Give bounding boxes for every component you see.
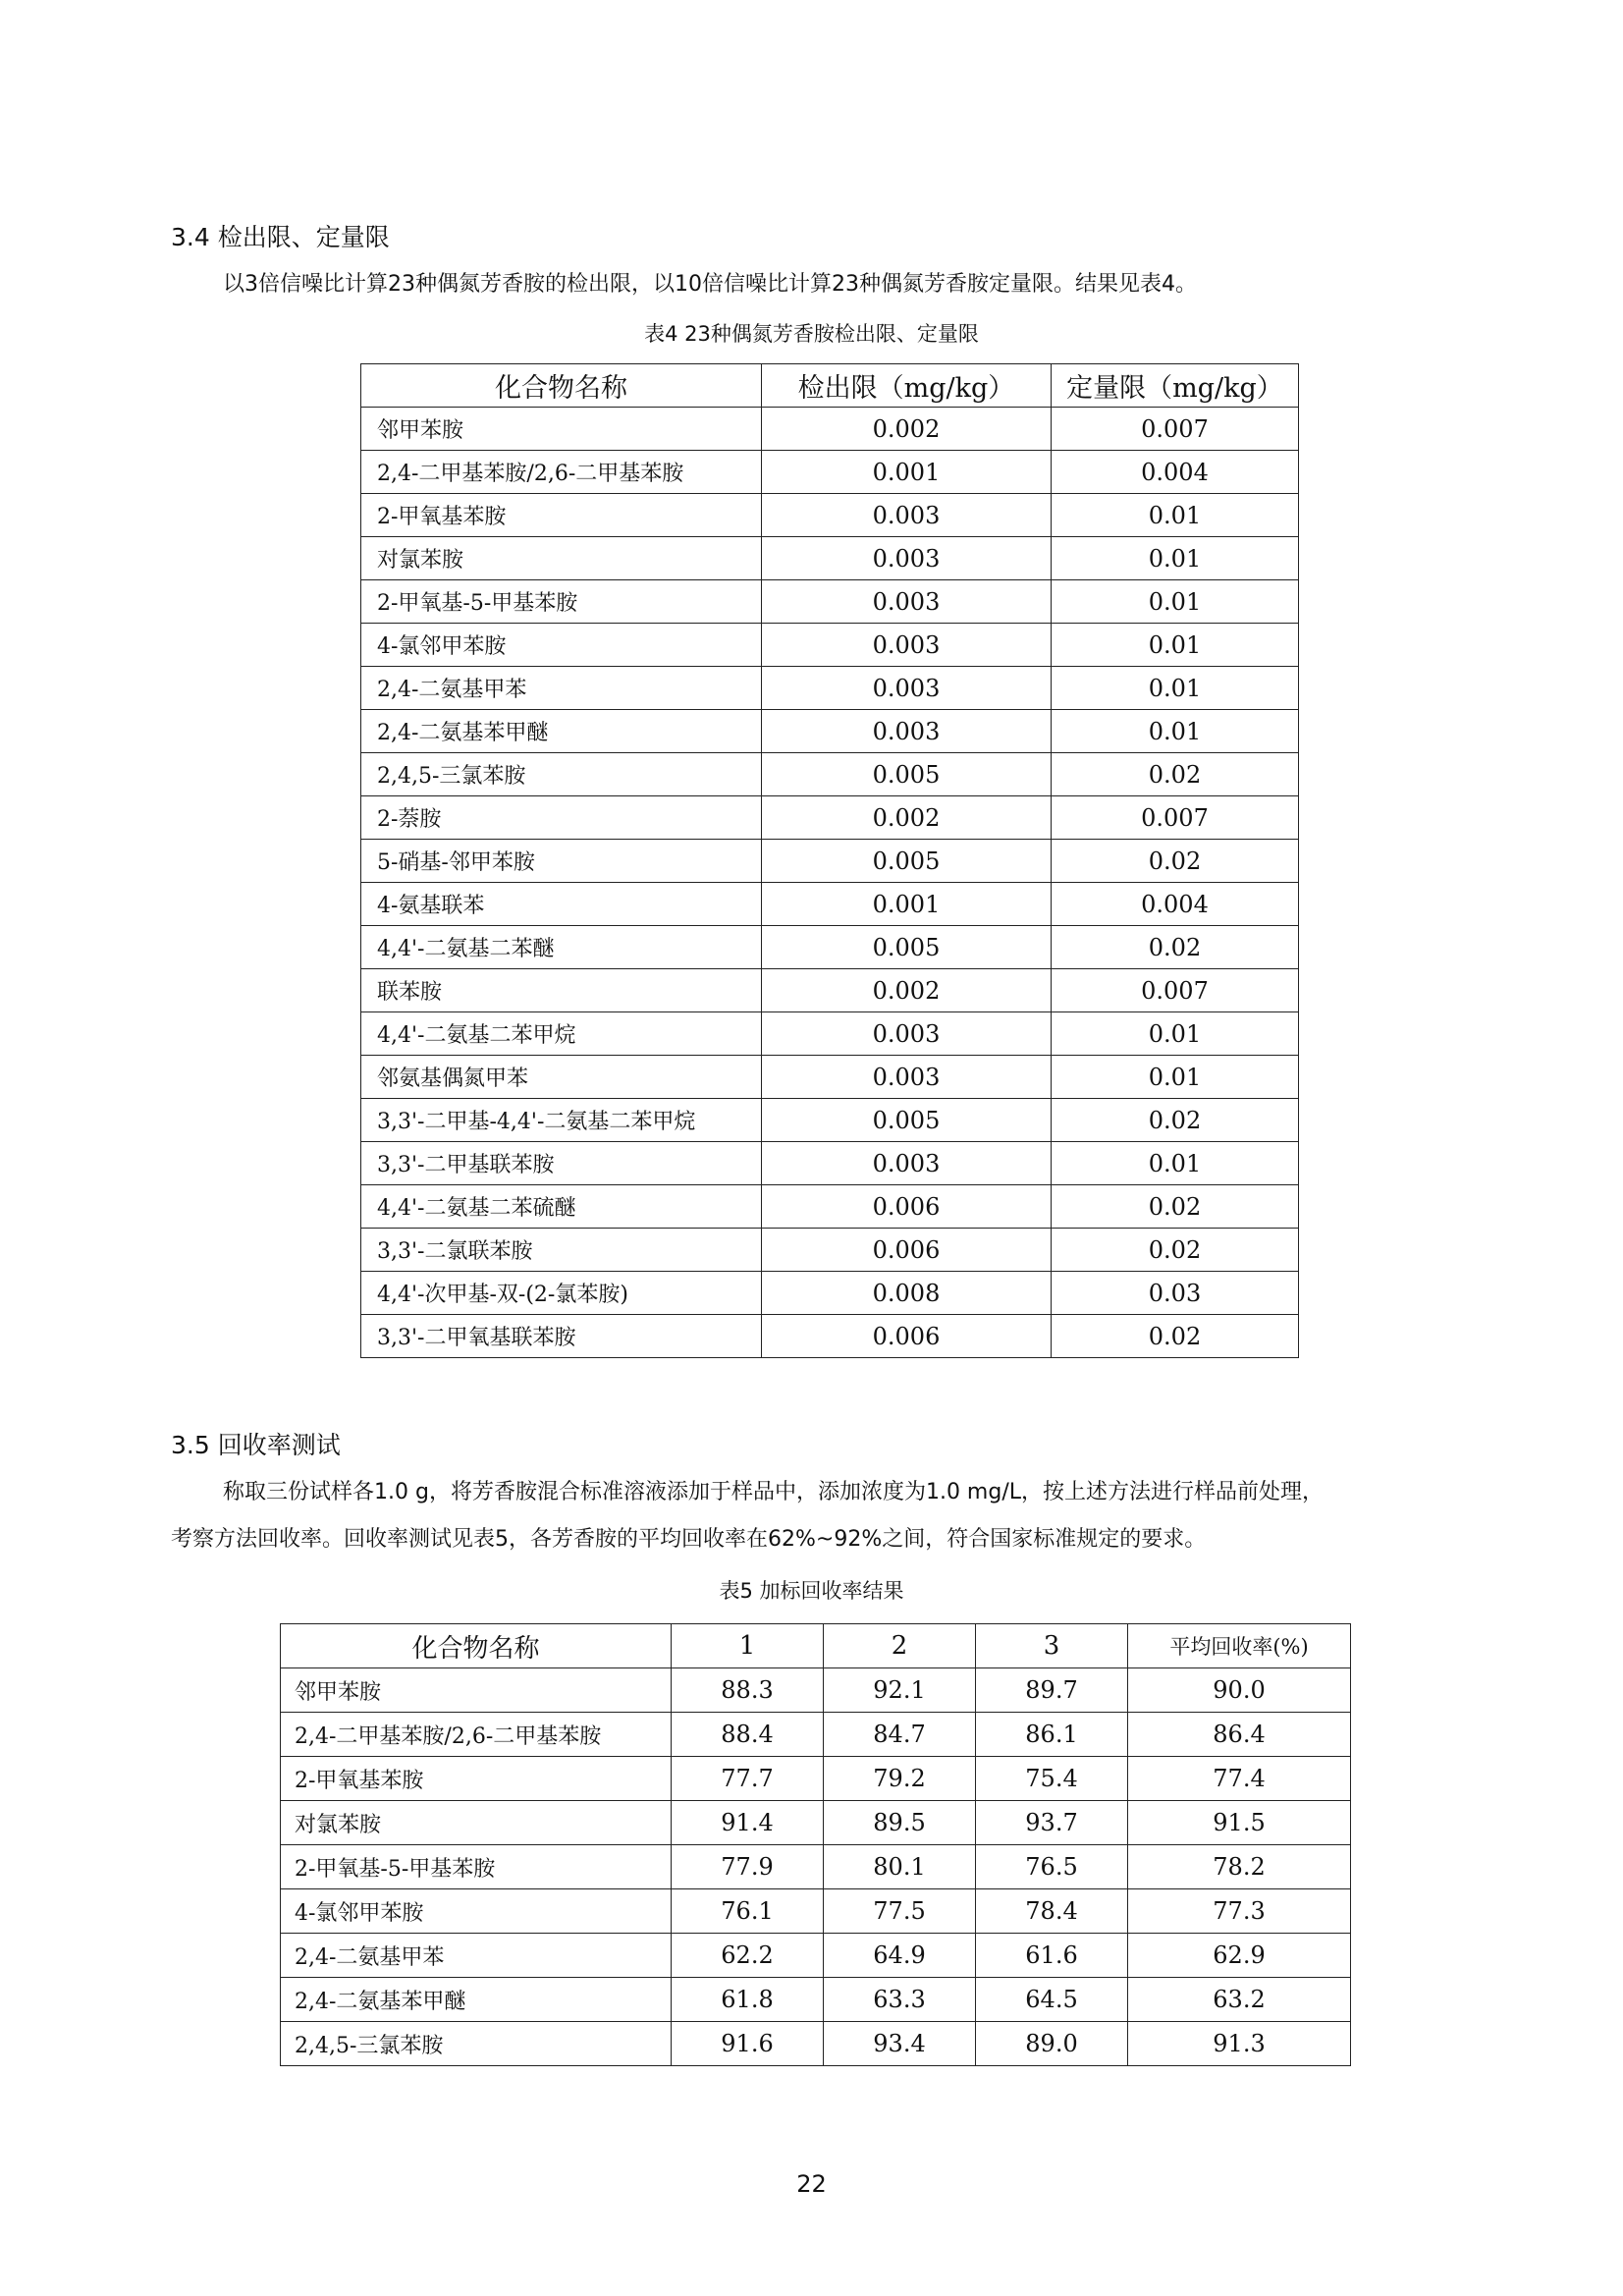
column-header: 定量限（mg/kg） (1052, 364, 1299, 408)
value-cell: 0.003 (762, 1012, 1052, 1056)
value-cell: 0.01 (1052, 494, 1299, 537)
compound-name-cell: 2,4,5-三氯苯胺 (361, 753, 762, 796)
value-cell: 63.2 (1128, 1978, 1351, 2022)
table-4-detection-limits (360, 363, 1299, 1358)
table-row (361, 926, 1299, 969)
value-cell: 0.005 (762, 926, 1052, 969)
value-cell: 93.7 (976, 1801, 1128, 1845)
compound-name-cell: 5-硝基-邻甲苯胺 (361, 840, 762, 883)
compound-name-cell: 4-氯邻甲苯胺 (281, 1889, 672, 1934)
table-row (361, 1315, 1299, 1358)
section-heading-3-5: 3.5 回收率测试 (171, 1431, 341, 1459)
value-cell: 0.004 (1052, 451, 1299, 494)
value-cell: 77.7 (672, 1757, 824, 1801)
compound-name-cell: 邻甲苯胺 (281, 1668, 672, 1713)
table-row (281, 1978, 1351, 2022)
compound-name-cell: 2,4-二甲基苯胺/2,6-二甲基苯胺 (281, 1713, 672, 1757)
column-header: 1 (672, 1624, 824, 1668)
section-3-4-paragraph: 以3倍信噪比计算23种偶氮芳香胺的检出限，以10倍信噪比计算23种偶氮芳香胺定量限。结果见表4。 (223, 272, 1197, 297)
table-row (281, 1934, 1351, 1978)
column-header: 化合物名称 (281, 1624, 672, 1668)
table-row (281, 1757, 1351, 1801)
value-cell: 77.3 (1128, 1889, 1351, 1934)
compound-name-cell: 3,3'-二氯联苯胺 (361, 1229, 762, 1272)
value-cell: 61.6 (976, 1934, 1128, 1978)
table-row (361, 1099, 1299, 1142)
table-row (361, 1056, 1299, 1099)
compound-name-cell: 4,4'-二氨基二苯甲烷 (361, 1012, 762, 1056)
compound-name-cell: 3,3'-二甲氧基联苯胺 (361, 1315, 762, 1358)
compound-name-cell: 2,4,5-三氯苯胺 (281, 2022, 672, 2066)
compound-name-cell: 4,4'-次甲基-双-(2-氯苯胺) (361, 1272, 762, 1315)
value-cell: 77.9 (672, 1845, 824, 1889)
compound-name-cell: 邻甲苯胺 (361, 408, 762, 451)
table-5-body (281, 1668, 1351, 2066)
table-row (281, 1889, 1351, 1934)
value-cell: 0.005 (762, 753, 1052, 796)
value-cell: 64.9 (824, 1934, 976, 1978)
table-row (281, 1713, 1351, 1757)
table-row (361, 796, 1299, 840)
table-5-caption: 表5 加标回收率结果 (719, 1579, 904, 1603)
value-cell: 0.001 (762, 451, 1052, 494)
value-cell: 80.1 (824, 1845, 976, 1889)
value-cell: 0.02 (1052, 1185, 1299, 1229)
value-cell: 0.006 (762, 1185, 1052, 1229)
table-row (361, 1185, 1299, 1229)
value-cell: 77.4 (1128, 1757, 1351, 1801)
compound-name-cell: 4,4'-二氨基二苯硫醚 (361, 1185, 762, 1229)
value-cell: 91.4 (672, 1801, 824, 1845)
value-cell: 91.5 (1128, 1801, 1351, 1845)
compound-name-cell: 2-甲氧基苯胺 (361, 494, 762, 537)
compound-name-cell: 4-氯邻甲苯胺 (361, 624, 762, 667)
value-cell: 91.3 (1128, 2022, 1351, 2066)
column-header: 3 (976, 1624, 1128, 1668)
value-cell: 84.7 (824, 1713, 976, 1757)
compound-name-cell: 联苯胺 (361, 969, 762, 1012)
section-3-5-paragraph-line-1: 称取三份试样各1.0 g，将芳香胺混合标准溶液添加于样品中，添加浓度为1.0 mg/L，按上述方法进行样品前处理， (223, 1480, 1324, 1504)
compound-name-cell: 2,4-二氨基甲苯 (361, 667, 762, 710)
table-row (361, 1012, 1299, 1056)
value-cell: 0.01 (1052, 667, 1299, 710)
value-cell: 0.002 (762, 796, 1052, 840)
value-cell: 0.007 (1052, 796, 1299, 840)
table-row (281, 1801, 1351, 1845)
table-4-caption: 表4 23种偶氮芳香胺检出限、定量限 (644, 322, 979, 346)
compound-name-cell: 2,4-二氨基甲苯 (281, 1934, 672, 1978)
value-cell: 0.003 (762, 624, 1052, 667)
table-row (361, 408, 1299, 451)
value-cell: 88.4 (672, 1713, 824, 1757)
value-cell: 0.01 (1052, 580, 1299, 624)
column-header: 2 (824, 1624, 976, 1668)
value-cell: 0.003 (762, 494, 1052, 537)
compound-name-cell: 2,4-二氨基苯甲醚 (281, 1978, 672, 2022)
value-cell: 89.0 (976, 2022, 1128, 2066)
value-cell: 0.01 (1052, 537, 1299, 580)
table-row (361, 710, 1299, 753)
table-row (361, 840, 1299, 883)
value-cell: 92.1 (824, 1668, 976, 1713)
compound-name-cell: 对氯苯胺 (281, 1801, 672, 1845)
compound-name-cell: 邻氨基偶氮甲苯 (361, 1056, 762, 1099)
value-cell: 76.5 (976, 1845, 1128, 1889)
value-cell: 0.02 (1052, 840, 1299, 883)
column-header: 平均回收率(%) (1128, 1624, 1351, 1668)
value-cell: 0.008 (762, 1272, 1052, 1315)
page-number: 22 (796, 2170, 827, 2198)
table-row (361, 883, 1299, 926)
value-cell: 0.002 (762, 408, 1052, 451)
column-header: 化合物名称 (361, 364, 762, 408)
table-5-recovery-results (280, 1623, 1351, 2066)
value-cell: 0.03 (1052, 1272, 1299, 1315)
value-cell: 0.01 (1052, 1056, 1299, 1099)
value-cell: 86.1 (976, 1713, 1128, 1757)
value-cell: 89.7 (976, 1668, 1128, 1713)
value-cell: 64.5 (976, 1978, 1128, 2022)
table-4-body (361, 408, 1299, 1358)
value-cell: 0.02 (1052, 1229, 1299, 1272)
compound-name-cell: 2-甲氧基苯胺 (281, 1757, 672, 1801)
value-cell: 0.02 (1052, 1099, 1299, 1142)
table-row (361, 1229, 1299, 1272)
compound-name-cell: 2,4-二甲基苯胺/2,6-二甲基苯胺 (361, 451, 762, 494)
value-cell: 77.5 (824, 1889, 976, 1934)
compound-name-cell: 2-甲氧基-5-甲基苯胺 (361, 580, 762, 624)
value-cell: 0.01 (1052, 710, 1299, 753)
value-cell: 78.4 (976, 1889, 1128, 1934)
value-cell: 0.003 (762, 1056, 1052, 1099)
value-cell: 0.007 (1052, 969, 1299, 1012)
value-cell: 91.6 (672, 2022, 824, 2066)
table-row (361, 1272, 1299, 1315)
compound-name-cell: 3,3'-二甲基联苯胺 (361, 1142, 762, 1185)
value-cell: 0.003 (762, 537, 1052, 580)
table-row (361, 753, 1299, 796)
value-cell: 90.0 (1128, 1668, 1351, 1713)
value-cell: 0.001 (762, 883, 1052, 926)
table-row (361, 969, 1299, 1012)
compound-name-cell: 4,4'-二氨基二苯醚 (361, 926, 762, 969)
table-row (281, 1845, 1351, 1889)
value-cell: 76.1 (672, 1889, 824, 1934)
table-header-row (281, 1624, 1351, 1668)
value-cell: 62.2 (672, 1934, 824, 1978)
value-cell: 78.2 (1128, 1845, 1351, 1889)
section-3-5-paragraph-line-2: 考察方法回收率。回收率测试见表5，各芳香胺的平均回收率在62%~92%之间，符合国家标准规定的要求。 (171, 1527, 1207, 1552)
value-cell: 0.01 (1052, 1142, 1299, 1185)
compound-name-cell: 2,4-二氨基苯甲醚 (361, 710, 762, 753)
section-heading-3-4: 3.4 检出限、定量限 (171, 223, 390, 251)
value-cell: 86.4 (1128, 1713, 1351, 1757)
value-cell: 89.5 (824, 1801, 976, 1845)
table-row (361, 580, 1299, 624)
table-row (281, 1668, 1351, 1713)
compound-name-cell: 4-氨基联苯 (361, 883, 762, 926)
value-cell: 61.8 (672, 1978, 824, 2022)
table-row (361, 451, 1299, 494)
value-cell: 0.005 (762, 840, 1052, 883)
value-cell: 63.3 (824, 1978, 976, 2022)
compound-name-cell: 3,3'-二甲基-4,4'-二氨基二苯甲烷 (361, 1099, 762, 1142)
value-cell: 0.01 (1052, 624, 1299, 667)
value-cell: 0.003 (762, 580, 1052, 624)
value-cell: 0.02 (1052, 753, 1299, 796)
table-row (361, 1142, 1299, 1185)
value-cell: 62.9 (1128, 1934, 1351, 1978)
table-row (361, 537, 1299, 580)
compound-name-cell: 对氯苯胺 (361, 537, 762, 580)
value-cell: 0.003 (762, 1142, 1052, 1185)
value-cell: 75.4 (976, 1757, 1128, 1801)
table-row (361, 494, 1299, 537)
value-cell: 0.003 (762, 710, 1052, 753)
value-cell: 0.006 (762, 1315, 1052, 1358)
value-cell: 0.007 (1052, 408, 1299, 451)
value-cell: 93.4 (824, 2022, 976, 2066)
value-cell: 0.005 (762, 1099, 1052, 1142)
value-cell: 0.003 (762, 667, 1052, 710)
compound-name-cell: 2-萘胺 (361, 796, 762, 840)
column-header: 检出限（mg/kg） (762, 364, 1052, 408)
value-cell: 0.006 (762, 1229, 1052, 1272)
value-cell: 88.3 (672, 1668, 824, 1713)
value-cell: 0.002 (762, 969, 1052, 1012)
table-row (361, 667, 1299, 710)
table-row (281, 2022, 1351, 2066)
value-cell: 0.01 (1052, 1012, 1299, 1056)
compound-name-cell: 2-甲氧基-5-甲基苯胺 (281, 1845, 672, 1889)
table-row (361, 624, 1299, 667)
value-cell: 79.2 (824, 1757, 976, 1801)
table-header-row (361, 364, 1299, 408)
value-cell: 0.02 (1052, 926, 1299, 969)
value-cell: 0.004 (1052, 883, 1299, 926)
value-cell: 0.02 (1052, 1315, 1299, 1358)
